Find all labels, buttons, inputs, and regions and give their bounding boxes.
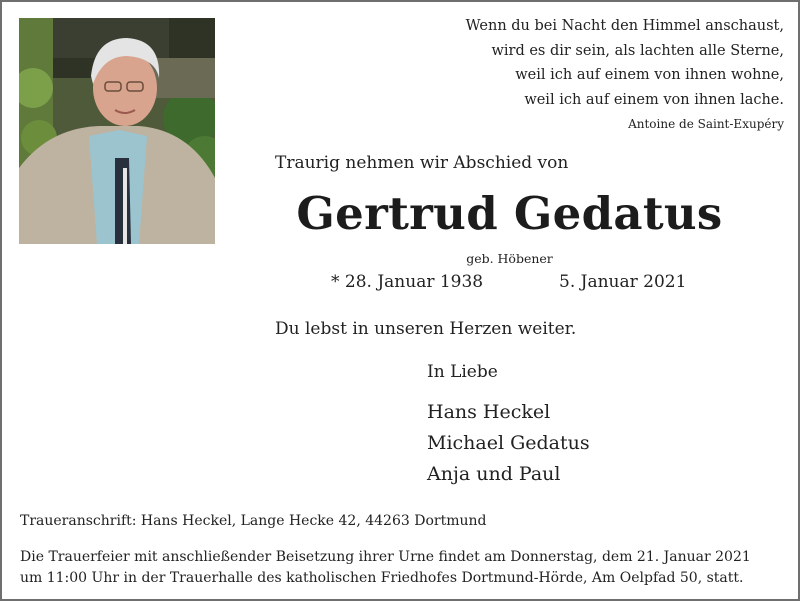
- quote-line: weil ich auf einem von ihnen lache.: [524, 91, 784, 108]
- mourning-address: Traueranschrift: Hans Heckel, Lange Hecke 42, 44263 Dortmund: [20, 513, 487, 529]
- mourner: Anja und Paul: [427, 463, 561, 485]
- birth-date: * 28. Januar 1938: [331, 272, 484, 292]
- portrait-photo: [19, 18, 215, 244]
- ceremony-line: Die Trauerfeier mit anschließender Beisetzung ihrer Urne findet am Donnerstag, dem 21. Januar 2021: [20, 549, 751, 565]
- quote-line: weil ich auf einem von ihnen wohne,: [515, 67, 784, 83]
- quote-line: wird es dir sein, als lachten alle Sterne,: [491, 42, 784, 59]
- memorial-phrase: Du lebst in unseren Herzen weiter.: [275, 319, 577, 339]
- quote-author: Antoine de Saint-Exupéry: [628, 117, 784, 131]
- in-love-line: In Liebe: [427, 362, 498, 382]
- death-date: 5. Januar 2021: [559, 272, 687, 292]
- mourners-list: [427, 397, 590, 490]
- ceremony-line: um 11:00 Uhr in der Trauerhalle des katholischen Friedhofes Dortmund-Hörde, Am Oelpfad 50, statt.: [20, 570, 744, 586]
- quote: [364, 14, 784, 134]
- intro-text: Traurig nehmen wir Abschied von: [275, 153, 569, 173]
- maiden-name: geb. Höbener: [466, 251, 553, 266]
- mourner: Michael Gedatus: [427, 432, 590, 454]
- deceased-name: Gertrud Gedatus: [296, 187, 723, 240]
- quote-line: Wenn du bei Nacht den Himmel anschaust,: [465, 18, 784, 34]
- ceremony-info: [20, 547, 790, 589]
- mourner: Hans Heckel: [427, 401, 551, 423]
